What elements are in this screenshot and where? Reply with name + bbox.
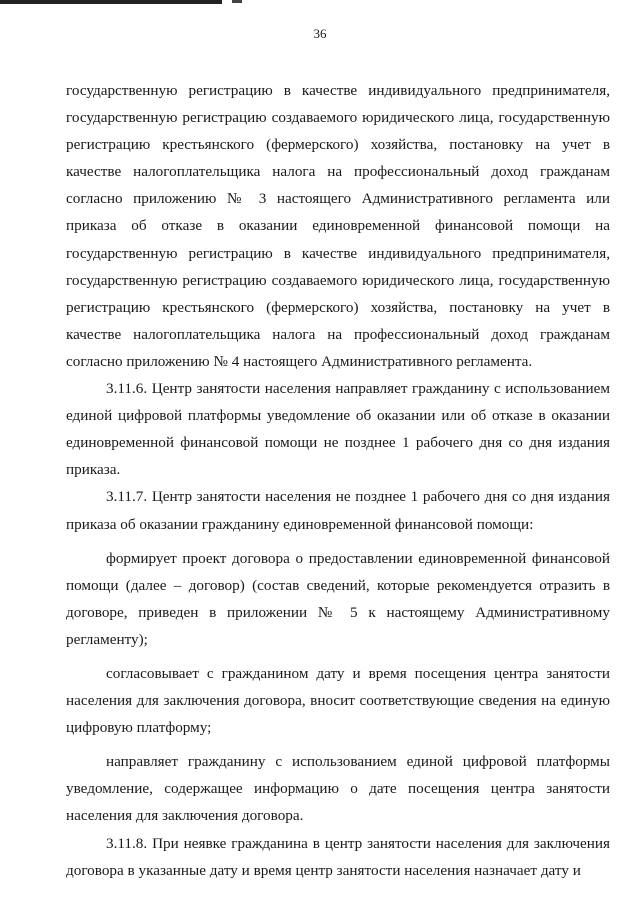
list-item-draft-contract: формирует проект договора о предоставлении единовременной финансовой помощи (далее – договор) (состав сведений, которые рекомендуется отразить в договоре, приведен в приложении № 5 к настоящему Административному регламенту); xyxy=(66,549,610,648)
paragraph-3-11-7: 3.11.7. Центр занятости населения не позднее 1 рабочего дня со дня издания приказа об оказании гражданину единовременной финансовой помощи: xyxy=(66,488,610,533)
paragraph-3-11-6: 3.11.6. Центр занятости населения направляет гражданину с использованием единой цифровой платформы уведомление об оказании или об отказе в оказании единовременной финансовой помощи не позднее 1 рабочего дня со дня издания приказа. xyxy=(66,380,610,479)
document-body xyxy=(66,77,610,884)
page-number: 36 xyxy=(313,26,327,41)
paragraph-3-11-8: 3.11.8. При неявке гражданина в центр занятости населения для заключения договора в указанные дату и время центр занятости населения назначает дату и xyxy=(66,834,610,879)
scan-edge-mark xyxy=(232,0,242,3)
scan-edge-line xyxy=(0,0,222,4)
list-item-agree-visit-date: согласовывает с гражданином дату и время посещения центра занятости населения для заключения договора, вносит соответствующие сведения на единую цифровую платформу; xyxy=(66,664,610,737)
list-item-send-notification: направляет гражданину с использованием единой цифровой платформы уведомление, содержащее информацию о дате посещения центра занятости населения для заключения договора. xyxy=(66,753,610,825)
paragraph-continuation: государственную регистрацию в качестве индивидуального предпринимателя, государственную регистрацию создаваемого юридического лица, государственную регистрацию крестьянского (фермерского) хозяйства, постановку на учет в качестве налогоплательщика налога на профессиональный доход гражданам согласно приложению № 3 настоящего Административного регламента или приказа об отказе в оказании единовременной финансовой помощи на государственную регистрацию в качестве индивидуального предпринимателя, государственную регистрацию создаваемого юридического лица, государственную регистрацию крестьянского (фермерского) хозяйства, постановку на учет в качестве налогоплательщика налога на профессиональный доход гражданам согласно приложению № 4 настоящего Административного регламента. xyxy=(66,82,610,370)
